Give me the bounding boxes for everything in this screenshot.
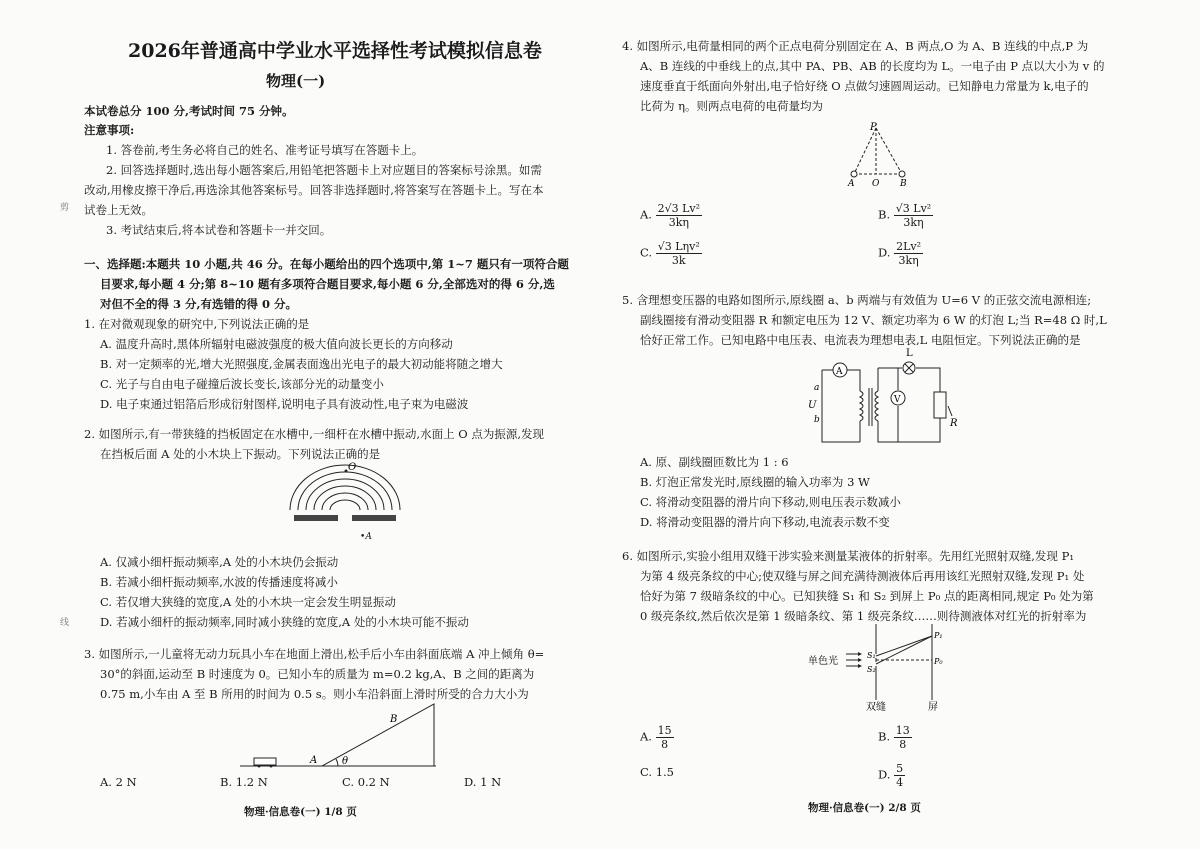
- fig-label-p: P: [870, 122, 877, 133]
- question-6-option-a: A. $\frac{15}{8}$: [640, 724, 672, 751]
- terminal-a-label: a: [814, 383, 820, 393]
- double-slit-label: 双缝: [866, 702, 886, 712]
- note-line: 试卷上无效。: [84, 203, 153, 217]
- question-2-option-c: C. 若仅增大狭缝的宽度,A 处的小木块一定会发生明显振动: [100, 595, 396, 609]
- page-footer: 物理·信息卷(一) 1/8 页: [244, 806, 357, 818]
- section-heading-line: 对但不全的得 3 分,有选错的得 0 分。: [100, 297, 298, 311]
- question-3-stem-line: 30°的斜面,运动至 B 时速度为 0。已知小车的质量为 m=0.2 kg,A、B 之间的距离为: [100, 667, 535, 681]
- question-4-option-d: D. $\frac{\text{2Lv²}}{3k\eta}$: [878, 240, 922, 267]
- question-1-option-b: B. 对一定频率的光,增大光照强度,金属表面逸出光电子的最大初动能将随之增大: [100, 357, 503, 371]
- fig-label-p1: P₁: [934, 631, 943, 640]
- question-4-stem-line: 速度垂直于纸面向外射出,电子恰好绕 O 点做匀速圆周运动。已知静电力常量为 k,电子的: [640, 79, 1089, 93]
- notes-heading: 注意事项:: [84, 123, 135, 137]
- incline-figure: [240, 700, 440, 770]
- question-4-stem: 4. 如图所示,电荷量相同的两个正点电荷分别固定在 A、B 两点,O 为 A、B 连线的中点,P 为: [622, 39, 1089, 53]
- question-4-option-a: A. $\frac{\text{2√3 Lv²}}{3k\eta}$: [640, 202, 701, 229]
- note-line: 2. 回答选择题时,选出每小题答案后,用铅笔把答题卡上对应题目的答案标号涂黑。如需: [106, 163, 542, 177]
- margin-mark: 剪: [60, 203, 70, 213]
- section-heading: 一、选择题:本题共 10 小题,共 46 分。在每小题给出的四个选项中,第 1~7 题只有一项符合题: [84, 257, 569, 271]
- resistor-r-label: R: [950, 418, 958, 429]
- question-4-stem-line: A、B 连线的中垂线上的点,其中 PA、PB、AB 的长度均为 L。一电子由 P 点以大小为 v 的: [640, 59, 1105, 73]
- question-6-stem-line: 0 级亮条纹,然后依次是第 1 级暗条纹、第 1 级亮条纹……则待测液体对红光的折射率为: [640, 609, 1087, 623]
- charges-figure: [840, 120, 920, 188]
- question-5-stem-line: 副线圈接有滑动变阻器 R 和额定电压为 12 V、额定功率为 6 W 的灯泡 L;当 R=48 Ω 时,L: [640, 313, 1107, 327]
- question-3-option-c: C. 0.2 N: [342, 775, 390, 789]
- transformer-circuit-figure: [800, 346, 970, 446]
- question-2-stem: 2. 如图所示,有一带狭缝的挡板固定在水槽中,一细杆在水槽中振动,水面上 O 点为振源,发现: [84, 427, 544, 441]
- question-5-option-d: D. 将滑动变阻器的滑片向下移动,电流表示数不变: [640, 515, 890, 529]
- question-4-option-c: C. $\frac{\text{√3 Lηv²}}{3k}$: [640, 240, 700, 267]
- margin-mark: 线: [60, 618, 70, 628]
- question-5-stem: 5. 含理想变压器的电路如图所示,原线圈 a、b 两端与有效值为 U=6 V 的正弦交流电源相连;: [622, 293, 1092, 307]
- fig-label-b: B: [900, 179, 907, 188]
- question-1-option-c: C. 光子与自由电子碰撞后波长变长,该部分光的动量变小: [100, 377, 384, 391]
- exam-title: 2026年普通高中学业水平选择性考试模拟信息卷: [128, 40, 542, 62]
- question-6-stem-line: 为第 4 级亮条纹的中心;使双缝与屏之间充满待测液体后再用该红光照射双缝,发现 P₁ 处: [640, 569, 1085, 583]
- ammeter-label: A: [836, 367, 843, 377]
- question-3-stem: 3. 如图所示,一儿童将无动力玩具小车在地面上滑出,松手后小车由斜面底端 A 冲上倾角 θ=: [84, 647, 545, 661]
- fig-label-theta: θ: [342, 756, 349, 767]
- fig-label-p0: P₀: [934, 657, 943, 666]
- question-6-option-b: B. $\frac{13}{8}$: [878, 724, 910, 751]
- fig-label-o: O: [872, 179, 880, 188]
- screen-label: 屏: [928, 702, 938, 712]
- question-3-stem-line: 0.75 m,小车由 A 至 B 所用的时间为 0.5 s。则小车沿斜面上滑时所受的合力大小为: [100, 687, 529, 701]
- fig-label-a: A: [310, 755, 318, 766]
- question-4-option-b: B. $\frac{\text{√3 Lv²}}{3k\eta}$: [878, 202, 932, 229]
- page-footer: 物理·信息卷(一) 2/8 页: [808, 802, 921, 814]
- question-3-option-b: B. 1.2 N: [220, 775, 268, 789]
- question-1-option-d: D. 电子束通过铝箔后形成衍射图样,说明电子具有波动性,电子束为电磁波: [100, 397, 469, 411]
- question-6-stem-line: 恰好为第 7 级暗条纹的中心。已知狭缝 S₁ 和 S₂ 到屏上 P₀ 点的距离相同,规定 P₀ 处为第: [640, 589, 1094, 603]
- fig-label-s1: S₁: [867, 651, 876, 660]
- lamp-label: L: [906, 348, 913, 359]
- question-2-option-b: B. 若减小细杆振动频率,水波的传播速度将减小: [100, 575, 338, 589]
- note-line: 3. 考试结束后,将本试卷和答题卡一并交回。: [106, 223, 332, 237]
- question-6-option-c: C. 1.5: [640, 765, 674, 779]
- page-2: [600, 0, 1200, 849]
- question-6-stem: 6. 如图所示,实验小组用双缝干涉实验来测量某液体的折射率。先用红光照射双缝,发现 P₁: [622, 549, 1074, 563]
- fig-label-o: O: [348, 462, 357, 473]
- question-2-option-a: A. 仅减小细杆振动频率,A 处的小木块仍会振动: [100, 555, 339, 569]
- voltage-u-label: U: [808, 400, 817, 411]
- question-2-option-d: D. 若减小细杆的振动频率,同时减小狭缝的宽度,A 处的小木块可能不振动: [100, 615, 469, 629]
- voltmeter-label: V: [894, 395, 901, 405]
- monochromatic-light-label: 单色光: [808, 656, 838, 667]
- question-5-option-a: A. 原、副线圈匝数比为 1 : 6: [640, 455, 789, 469]
- fig-label-a: A: [848, 179, 855, 188]
- double-slit-figure: [806, 620, 966, 712]
- question-5-stem-line: 恰好正常工作。已知电路中电压表、电流表为理想电表,L 电阻恒定。下列说法正确的是: [640, 333, 1081, 347]
- terminal-b-label: b: [814, 415, 820, 425]
- question-1-stem: 1. 在对微观现象的研究中,下列说法正确的是: [84, 317, 310, 331]
- question-3-option-d: D. 1 N: [464, 775, 502, 789]
- question-6-option-d: D. $\frac{5}{4}$: [878, 762, 904, 789]
- question-5-option-b: B. 灯泡正常发光时,原线圈的输入功率为 3 W: [640, 475, 870, 489]
- fig-label-a: •A: [360, 532, 372, 542]
- question-3-option-a: A. 2 N: [100, 775, 137, 789]
- question-5-option-c: C. 将滑动变阻器的滑片向下移动,则电压表示数减小: [640, 495, 901, 509]
- section-heading-line: 目要求,每小题 4 分;第 8~10 题有多项符合题目要求,每小题 6 分,全部选对的得 6 分,选: [100, 277, 555, 291]
- wave-diffraction-figure: [280, 460, 410, 546]
- fig-label-b: B: [390, 714, 398, 725]
- exam-subtitle: 物理(一): [266, 72, 326, 90]
- question-1-option-a: A. 温度升高时,黑体所辐射电磁波强度的极大值向波长更长的方向移动: [100, 337, 453, 351]
- note-line: 1. 答卷前,考生务必将自己的姓名、准考证号填写在答题卡上。: [106, 143, 424, 157]
- question-4-stem-line: 比荷为 η。则两点电荷的电荷量均为: [640, 99, 824, 113]
- exam-intro: 本试卷总分 100 分,考试时间 75 分钟。: [84, 104, 294, 118]
- question-2-stem-line: 在挡板后面 A 处的小木块上下振动。下列说法正确的是: [100, 447, 381, 461]
- fig-label-s2: S₂: [867, 665, 876, 674]
- note-line: 改动,用橡皮擦干净后,再选涂其他答案标号。回答非选择题时,将答案写在答题卡上。写在本: [84, 183, 544, 197]
